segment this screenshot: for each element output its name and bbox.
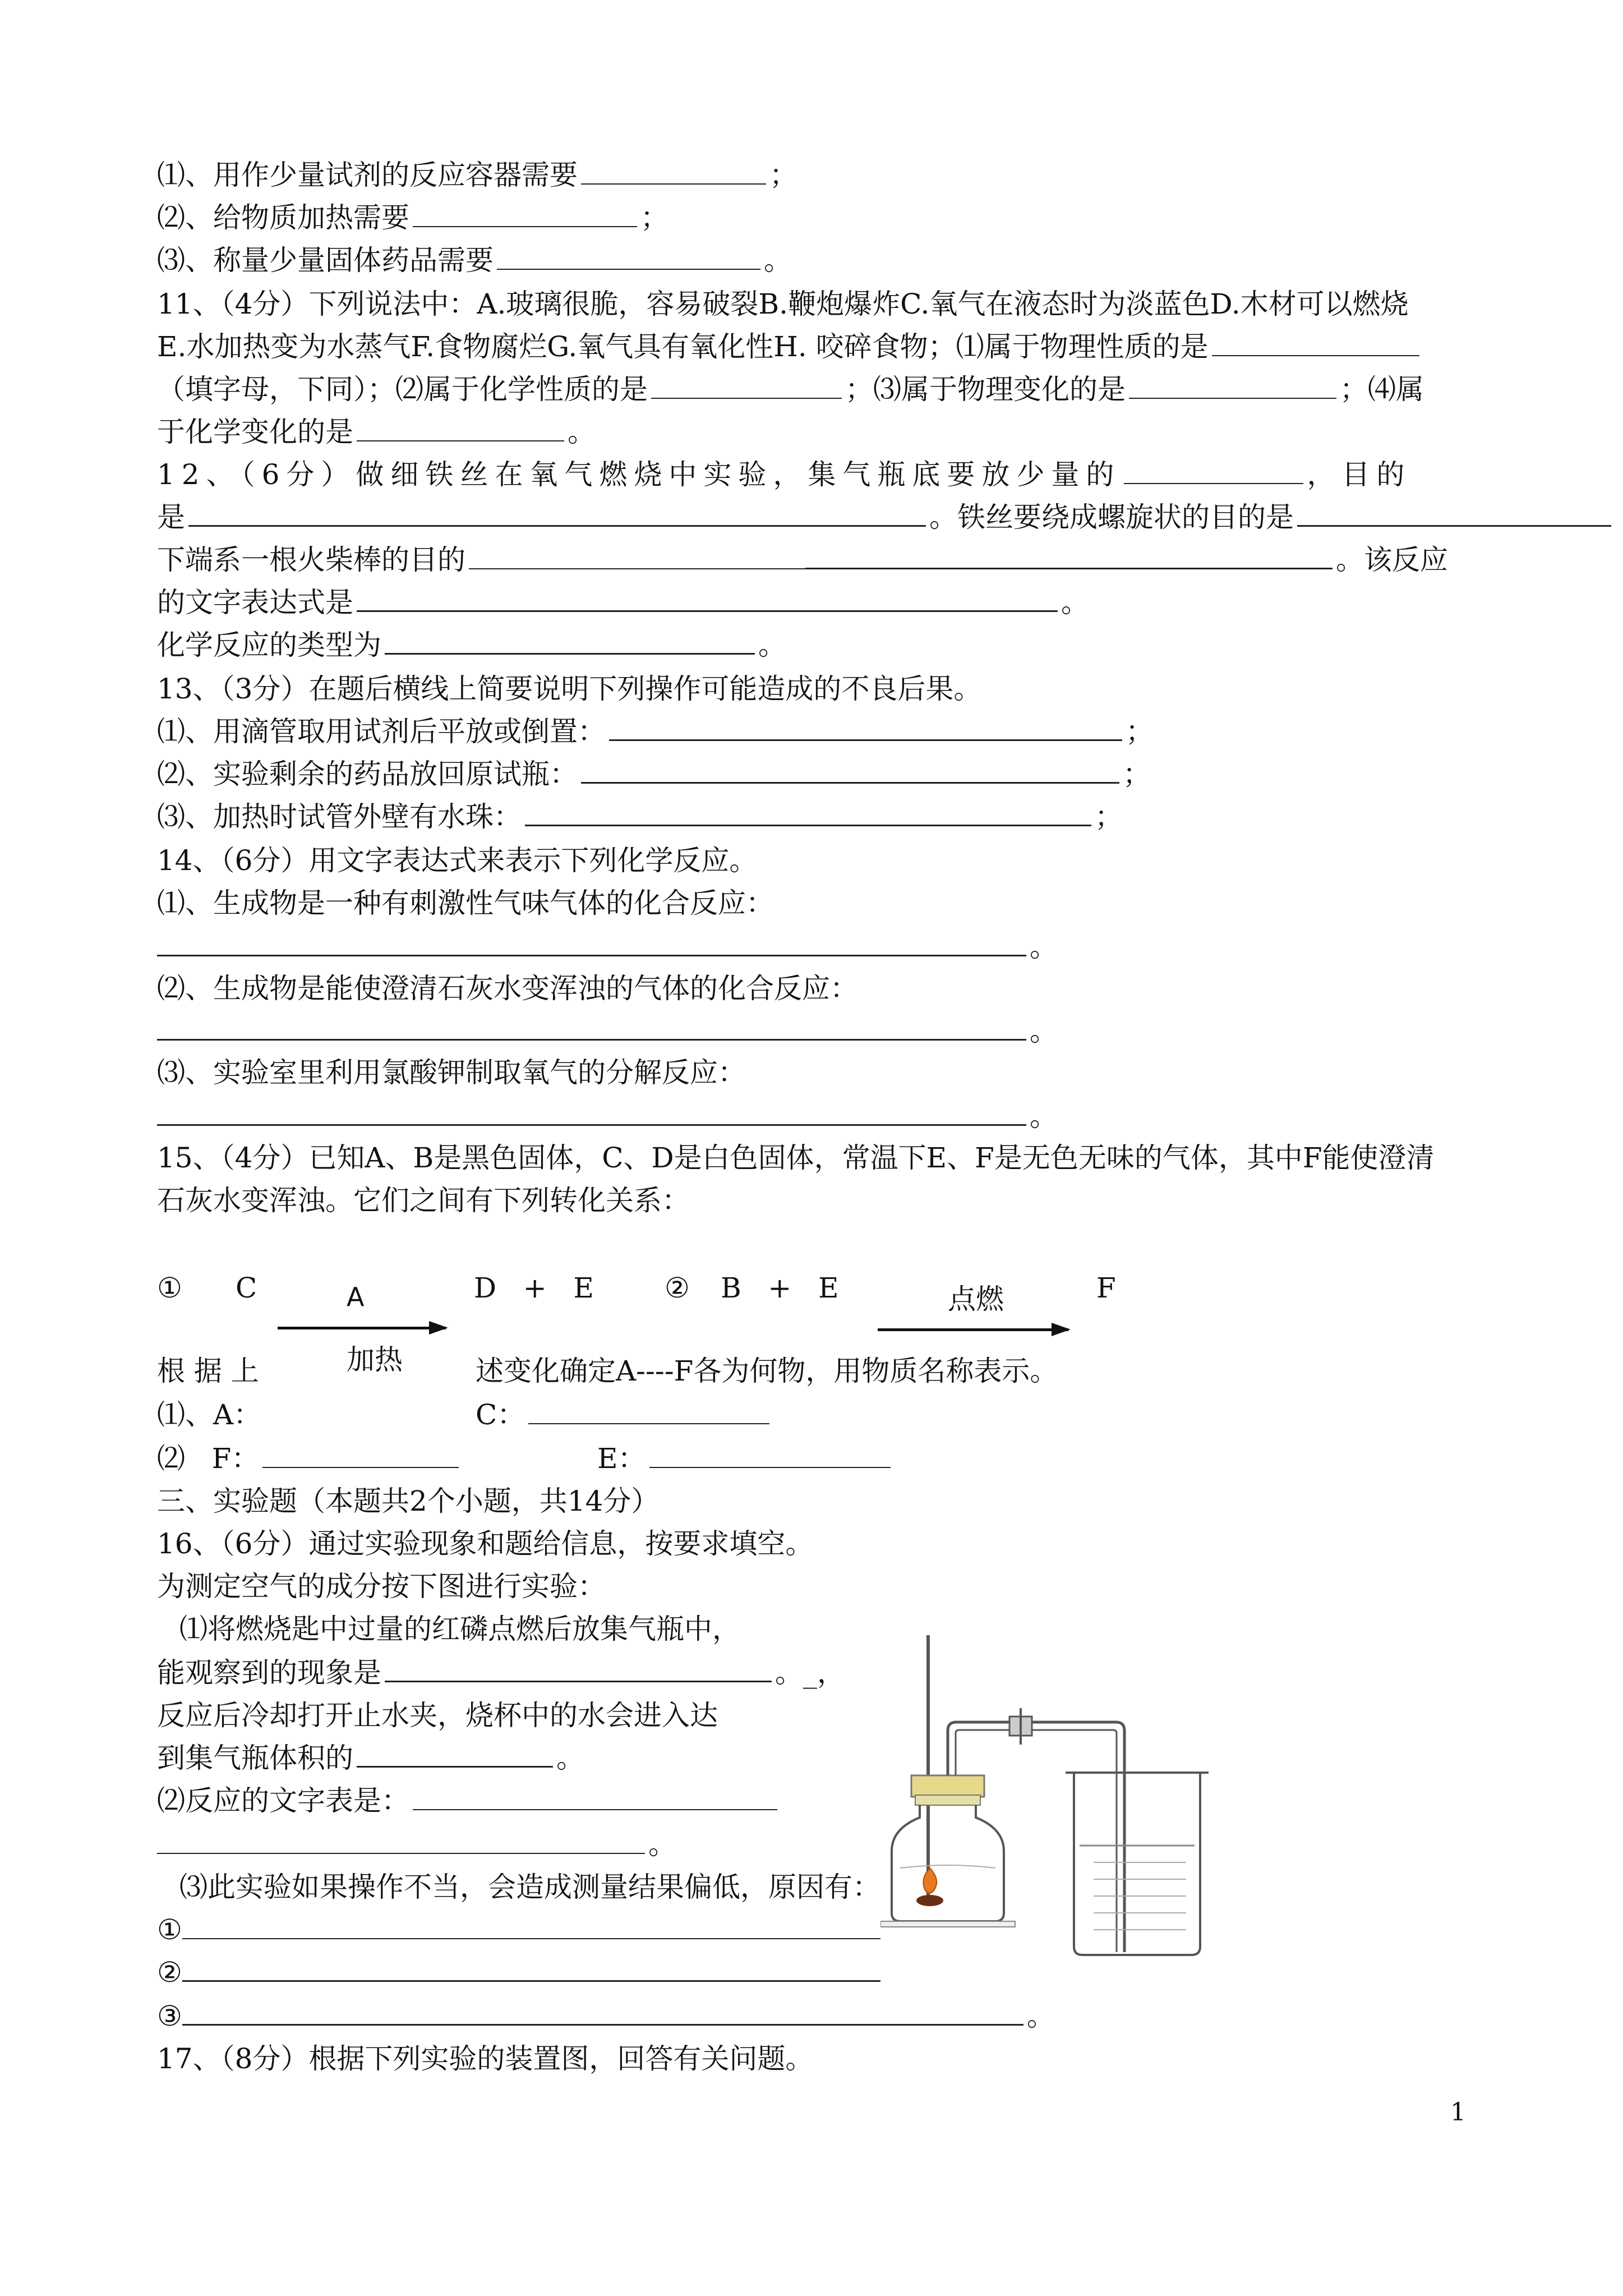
q15-line-2: 石灰水变浑浊。它们之间有下列转化关系： bbox=[157, 1184, 690, 1217]
answer-blank[interactable] bbox=[609, 714, 1122, 741]
reaction-2-reactants: B + E bbox=[721, 1272, 839, 1304]
q15-line-3b: 述变化确定A----F各为何物，用物质名称表示。 bbox=[476, 1355, 1058, 1387]
q14-title: 14、（6分）用文字表达式来表示下列化学反应。 bbox=[157, 844, 758, 877]
q16-part-1: ⑴将燃烧匙中过量的红磷点燃后放集气瓶中， bbox=[179, 1613, 740, 1645]
q16-part-1-volume: 到集气瓶体积的 。 bbox=[157, 1740, 584, 1776]
reaction-1-arrow bbox=[278, 1327, 446, 1329]
q12-line-2: 是 。铁丝要绕成螺旋状的目的是 bbox=[157, 499, 1615, 535]
q15-e-label: E： bbox=[597, 1441, 894, 1476]
answer-blank[interactable] bbox=[581, 756, 1119, 784]
reaction-2-condition: 点燃 bbox=[948, 1283, 1004, 1315]
q15-line-3a: 根 据 上 bbox=[157, 1355, 259, 1387]
answer-blank[interactable] bbox=[188, 499, 926, 527]
q10-item-2: ⑵、给物质加热需要 ； bbox=[157, 201, 668, 234]
q16-part-2: ⑵反应的文字表是： bbox=[157, 1783, 781, 1819]
answer-blank[interactable] bbox=[1297, 499, 1611, 527]
q16-part-3: ⑶此实验如果操作不当，会造成测量结果偏低，原因有： bbox=[179, 1871, 880, 1903]
reaction-1-condition: 加热 bbox=[347, 1343, 403, 1376]
answer-blank[interactable] bbox=[1124, 457, 1303, 484]
q12-line-1: 12、（6分）做细铁丝在氧气燃烧中实验，集气瓶底要放少量的 ，目的 bbox=[157, 458, 1412, 491]
q15-f-label: ⑵ F： bbox=[157, 1441, 462, 1476]
answer-blank[interactable] bbox=[182, 1912, 880, 1939]
q13-title: 13、（3分）在题后横线上简要说明下列操作可能造成的不良后果。 bbox=[157, 673, 982, 705]
q14-item-1: ⑴、生成物是一种有刺激性气味气体的化合反应： bbox=[157, 887, 774, 919]
answer-blank[interactable] bbox=[805, 542, 1332, 569]
q15-a-label: ⑴、A： bbox=[157, 1398, 262, 1431]
q11-line-1: 11、（4分）下列说法中：A.玻璃很脆，容易破裂B.鞭炮爆炸C.氧气在液态时为淡蓝色D.木材可以燃烧 bbox=[157, 288, 1409, 320]
q11-line-4: 于化学变化的是 。 bbox=[157, 416, 596, 448]
q17-title: 17、（8分）根据下列实验的装置图，回答有关问题。 bbox=[157, 2042, 814, 2075]
q16-cause-2: ② bbox=[157, 1954, 884, 1990]
q13-item-1: ⑴、用滴管取用试剂后平放或倒置： ； bbox=[157, 714, 1154, 749]
reaction-2-arrow bbox=[878, 1328, 1068, 1331]
answer-blank[interactable] bbox=[469, 542, 805, 569]
q12-line-4: 的文字表达式是 。 bbox=[157, 585, 1089, 620]
answer-blank[interactable] bbox=[157, 1098, 1026, 1126]
answer-blank[interactable] bbox=[157, 929, 1026, 956]
q13-item-2: ⑵、实验剩余的药品放回原试瓶： ； bbox=[157, 756, 1151, 792]
reaction-1-products: D + E bbox=[474, 1272, 594, 1304]
page-number: 1 bbox=[1450, 2098, 1466, 2127]
answer-blank[interactable] bbox=[497, 243, 760, 270]
q16-part-1-cont: 反应后冷却打开止水夹，烧杯中的水会进入达 bbox=[157, 1699, 718, 1732]
answer-blank[interactable] bbox=[528, 1397, 769, 1424]
q14-answer-1: 。 bbox=[157, 929, 1058, 965]
reaction-1-number: ① bbox=[157, 1272, 182, 1304]
q15-c-label: C： bbox=[476, 1397, 773, 1433]
answer-blank[interactable] bbox=[525, 799, 1091, 826]
q11-line-3: （填字母，下同）；⑵属于化学性质的是 ；⑶属于物理变化的是 ；⑷属 bbox=[157, 373, 1424, 406]
q12-line-5: 化学反应的类型为 。 bbox=[157, 627, 786, 663]
answer-blank[interactable] bbox=[182, 1998, 1023, 2026]
answer-blank[interactable] bbox=[262, 1441, 459, 1468]
reaction-2-product: F bbox=[1096, 1272, 1116, 1304]
answer-blank[interactable] bbox=[157, 1013, 1026, 1041]
answer-blank[interactable] bbox=[357, 1740, 553, 1768]
q13-item-3: ⑶、加热时试管外壁有水珠： ； bbox=[157, 799, 1123, 835]
section-3-heading: 三、实验题（本题共2个小题，共14分） bbox=[157, 1485, 660, 1517]
answer-blank[interactable] bbox=[357, 585, 1058, 612]
air-composition-apparatus-diagram bbox=[880, 1627, 1217, 1963]
q10-item-3: ⑶、称量少量固体药品需要 。 bbox=[157, 244, 792, 277]
answer-blank[interactable] bbox=[413, 1783, 777, 1810]
answer-blank[interactable] bbox=[413, 200, 637, 227]
reaction-2-number: ② bbox=[665, 1272, 690, 1304]
q14-item-2: ⑵、生成物是能使澄清石灰水变浑浊的气体的化合反应： bbox=[157, 972, 858, 1005]
answer-blank[interactable] bbox=[385, 1655, 772, 1682]
answer-blank[interactable] bbox=[357, 415, 564, 441]
q16-part-2-cont: 。 bbox=[157, 1826, 676, 1862]
answer-blank[interactable] bbox=[649, 1441, 891, 1468]
answer-blank[interactable] bbox=[385, 627, 755, 655]
reaction-1-catalyst: A bbox=[347, 1282, 365, 1312]
q16-cause-1: ① bbox=[157, 1912, 884, 1948]
q16-part-1-observation: 能观察到的现象是 。_， bbox=[157, 1655, 845, 1691]
answer-blank[interactable] bbox=[1129, 372, 1336, 399]
q11-line-2: E.水加热变为水蒸气F.食物腐烂G.氧气具有氧化性H. 咬碎食物；⑴属于物理性质的是 bbox=[157, 329, 1423, 365]
q14-item-3: ⑶、实验室里利用氯酸钾制取氧气的分解反应： bbox=[157, 1056, 746, 1089]
reaction-1-reactant: C bbox=[236, 1272, 257, 1304]
q12-line-3: 下端系一根火柴棒的目的 。该反应 bbox=[157, 542, 1448, 578]
q14-answer-3: 。 bbox=[157, 1098, 1058, 1134]
q16-cause-3: ③ 。 bbox=[157, 1998, 1055, 2034]
answer-blank[interactable] bbox=[182, 1954, 880, 1982]
q16-intro: 为测定空气的成分按下图进行实验： bbox=[157, 1570, 606, 1603]
q15-line-1: 15、（4分）已知A、B是黑色固体，C、D是白色固体，常温下E、F是无色无味的气体，其中F能使澄清 bbox=[157, 1142, 1435, 1174]
answer-blank[interactable] bbox=[157, 1827, 645, 1854]
q10-item-1: ⑴、用作少量试剂的反应容器需要 ； bbox=[157, 159, 797, 191]
answer-blank[interactable] bbox=[1212, 329, 1419, 356]
answer-blank[interactable] bbox=[581, 158, 766, 185]
answer-blank[interactable] bbox=[651, 372, 842, 399]
q14-answer-2: 。 bbox=[157, 1013, 1058, 1049]
q16-title: 16、（6分）通过实验现象和题给信息，按要求填空。 bbox=[157, 1527, 814, 1560]
